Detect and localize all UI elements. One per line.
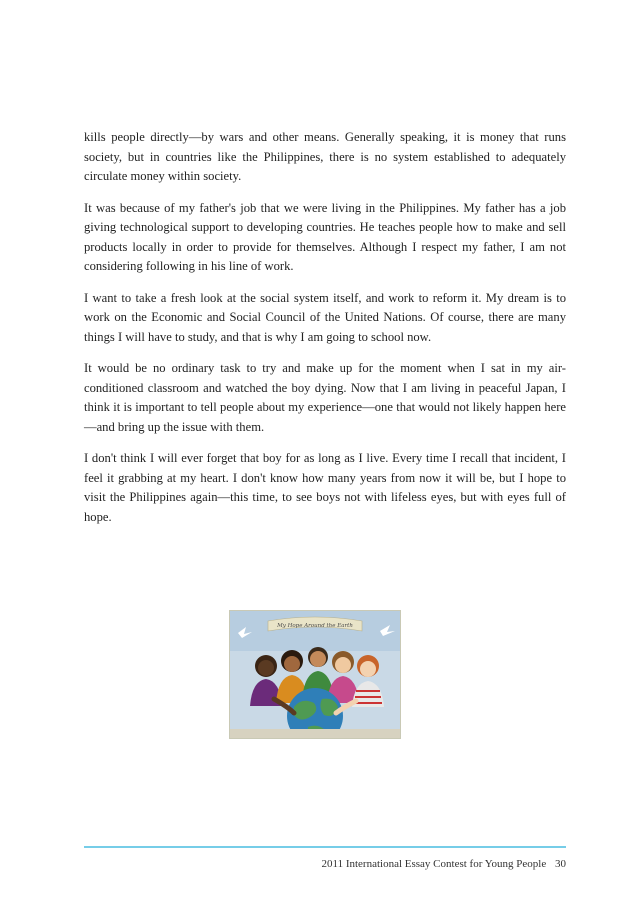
paragraph-5: I don't think I will ever forget that boy for as long as I live. Every time I recall that incident, I feel it grabbing at my heart. I don't know how many years from now it will be, but I hope to visit the Philippines again—this time, to see boys not with lifeless eyes, but with eyes full of hope.: [84, 451, 566, 524]
page-number: 30: [555, 858, 566, 870]
children-around-globe-illustration: [229, 610, 401, 739]
footer-rule: [84, 846, 566, 848]
illustration-banner-text: My Hope Around the Earth: [277, 623, 353, 629]
page-footer: [321, 858, 566, 870]
paragraph-3: I want to take a fresh look at the social system itself, and work to reform it. My dream is to work on the Economic and Social Council of the United Nations. Of course, there are many things I will have to study, and that is why I am going to school now.: [84, 290, 566, 344]
footer-title: 2011 International Essay Contest for Young People: [321, 858, 547, 870]
paragraph-4: It would be no ordinary task to try and make up for the moment when I sat in my air-conditioned classroom and watched the boy dying. Now that I am living in peaceful Japan, I think it is important to tell people about my experience—one that would not likely happen here—and bring up the issue with them.: [84, 361, 566, 434]
paragraph-1: kills people directly—by wars and other means. Generally speaking, it is money that runs society, but in countries like the Philippines, there is no system established to adequately circulate money within society.: [84, 130, 566, 183]
essay-body: [84, 128, 566, 539]
paragraph-2: It was because of my father's job that we were living in the Philippines. My father has a job giving technological support to developing countries. He teaches people how to make and sell products locally in order to provide for themselves. Although I respect my father, I am not considering following in his line of work.: [84, 200, 566, 273]
